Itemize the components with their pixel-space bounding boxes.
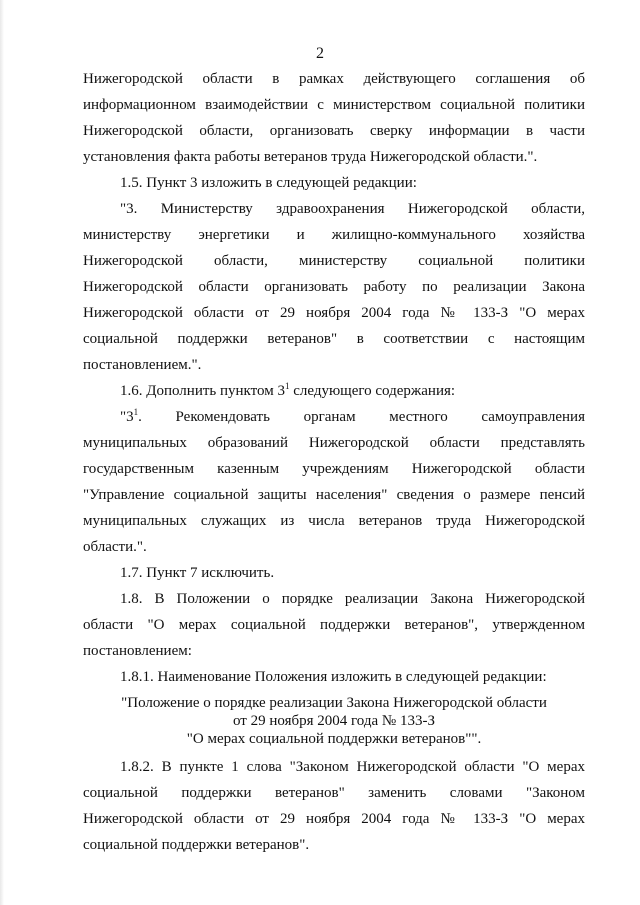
text-line: социальной поддержки ветеранов". [83,837,310,853]
text-line: Нижегородской области от 29 ноября 2004 года № 133-З "О мерах [83,305,585,321]
text-line: министерству энергетики и жилищно-коммунального хозяйства [83,227,585,243]
text-line: Нижегородской области в рамках действующего соглашения об [83,71,585,87]
text-line: 1.8.1. Наименование Положения изложить в следующей редакции: [120,669,547,685]
text-line: "Управление социальной защиты населения" сведения о размере пенсий [83,487,585,503]
text-line: 1.5. Пункт 3 изложить в следующей редакции: [120,175,417,191]
superscript: 1 [133,407,139,417]
text-line: муниципальных образований Нижегородской области представлять [83,435,585,451]
text-line: постановлением: [83,643,192,659]
centered-title-line: от 29 ноября 2004 года № 133-З [233,713,435,729]
text-segment: 1.6. Дополнить пунктом 3 [120,383,285,399]
superscript: 1 [284,381,290,391]
text-segment: следующего содержания: [289,383,456,399]
text-line: установления факта работы ветеранов труда Нижегородской области.". [83,149,538,165]
text-line: социальной поддержки ветеранов" заменить словами "Законом [83,785,585,801]
centered-title-line: "О мерах социальной поддержки ветеранов"". [186,731,482,747]
text-segment: "3 [120,409,134,425]
text-line: муниципальных служащих из числа ветеранов труда Нижегородской [83,513,585,529]
text-line [120,382,585,400]
text-line: постановлением.". [83,357,202,373]
text-line: 1.7. Пункт 7 исключить. [120,565,275,581]
text-line: области "О мерах социальной поддержки ветеранов", утвержденном [83,617,585,633]
text-line: Нижегородской области от 29 ноября 2004 года № 133-З "О мерах [83,811,585,827]
text-line: 1.8.2. В пункте 1 слова "Законом Нижегородской области "О мерах [120,759,585,775]
page-number: 2 [316,45,324,62]
text-line: Нижегородской области организовать работу по реализации Закона [83,279,585,295]
text-line: государственным казенным учреждениям Нижегородской области [83,461,585,477]
text-line: Нижегородской области, министерству социальной политики [83,253,585,269]
text-line: "3. Министерству здравоохранения Нижегородской области, [120,201,585,217]
text-segment: . Рекомендовать органам местного самоуправления [138,409,585,425]
text-line: 1.8. В Положении о порядке реализации Закона Нижегородской [120,591,585,607]
text-line: Нижегородской области, организовать сверку информации в части [83,123,585,139]
centered-title-line: "Положение о порядке реализации Закона Нижегородской области [121,695,547,711]
text-line: информационном взаимодействии с министерством социальной политики [83,97,585,113]
text-line: социальной поддержки ветеранов" в соответствии с настоящим [83,331,585,347]
scan-edge [0,0,4,905]
text-line: области.". [83,539,147,555]
text-line [120,408,585,426]
